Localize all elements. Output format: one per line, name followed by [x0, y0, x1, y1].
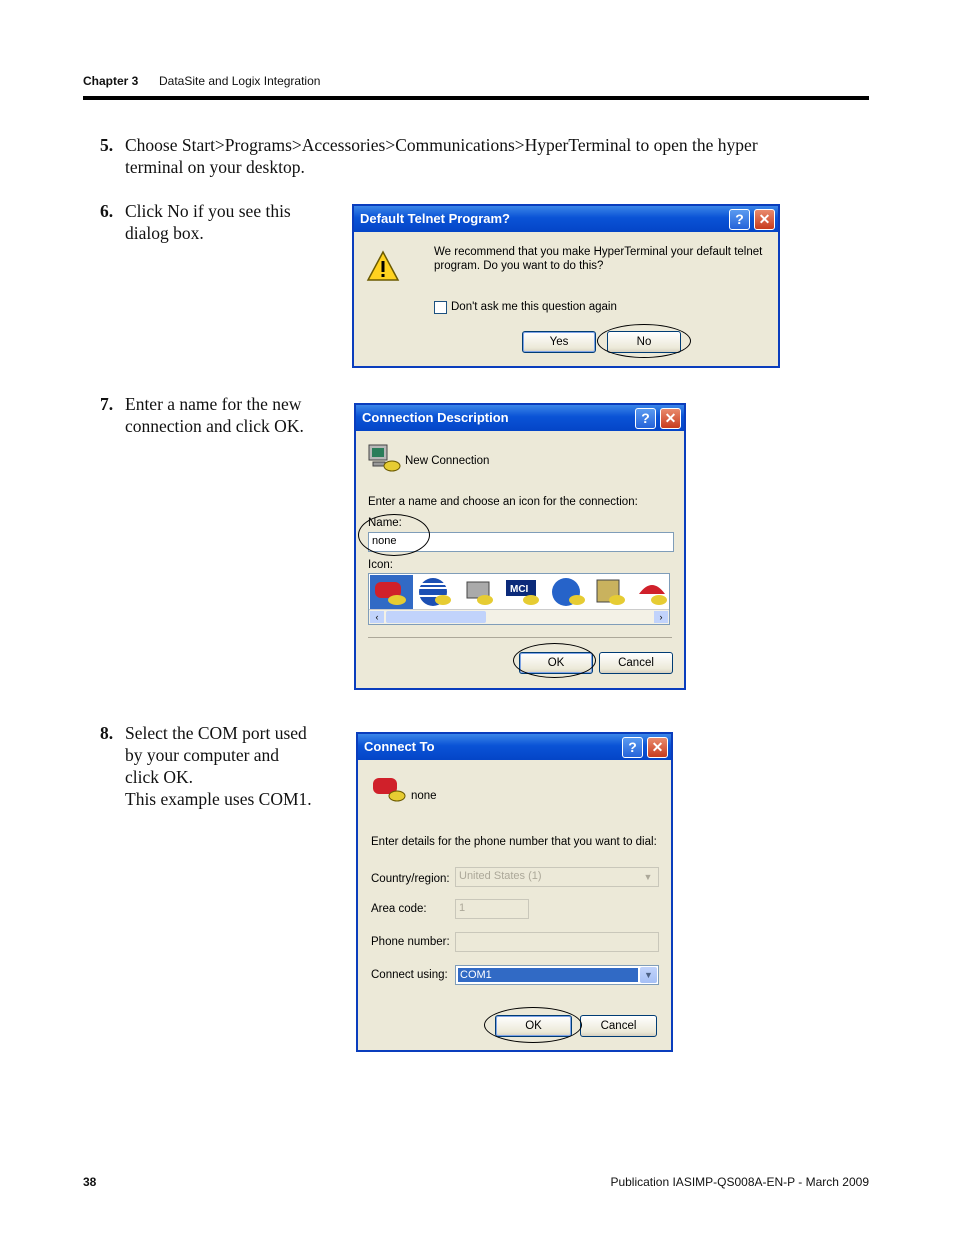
yes-button[interactable]: Yes [522, 331, 596, 353]
step-text-line: by your computer and [125, 745, 280, 765]
chapter-label: Chapter 3 [83, 74, 139, 88]
highlight-oval [484, 1007, 582, 1043]
step-text-line: terminal on your desktop. [125, 157, 305, 177]
name-label: Name: [368, 517, 402, 529]
connection-name: none [411, 790, 437, 802]
dialog-title: Connection Description [362, 410, 509, 425]
dialog-message-line: We recommend that you make HyperTerminal your default telnet [434, 246, 763, 258]
dialog-title: Default Telnet Program? [360, 211, 511, 226]
connection-prompt: Enter a name and choose an icon for the connection: [368, 496, 638, 508]
computer-phone-icon [367, 443, 401, 473]
phone-red-icon [375, 582, 406, 605]
help-icon[interactable]: ? [729, 209, 750, 230]
ok-button[interactable]: OK [495, 1015, 572, 1037]
step-text-line: connection and click OK. [125, 416, 304, 436]
step-text-line: click OK. [125, 767, 194, 787]
fax-icon [467, 582, 493, 605]
step-7 [100, 393, 304, 437]
connect-using-value: COM1 [458, 968, 638, 982]
step-text-line: Click No if you see this [125, 201, 291, 221]
highlight-oval [358, 514, 430, 556]
close-icon[interactable]: ✕ [754, 209, 775, 230]
dialog-divider [368, 637, 672, 638]
step-number: 7. [100, 394, 114, 414]
step-8 [100, 722, 312, 810]
page-number: 38 [83, 1175, 97, 1189]
area-code-input[interactable]: 1 [455, 899, 529, 919]
icon-scrollbar[interactable] [369, 609, 669, 624]
chapter-title: DataSite and Logix Integration [159, 74, 321, 88]
globe-icon [419, 578, 451, 606]
phone-red-icon [370, 772, 406, 804]
icon-list-icons [369, 576, 669, 608]
umbrella-icon [639, 585, 667, 605]
icon-list[interactable] [368, 573, 670, 625]
telnet-dialog [352, 204, 780, 368]
svg-text:MCI: MCI [510, 584, 529, 595]
dialog-title: Connect To [364, 739, 435, 754]
no-button[interactable]: No [607, 331, 681, 353]
help-icon[interactable]: ? [622, 737, 643, 758]
step-number: 6. [100, 201, 114, 221]
step-text-line: Choose Start>Programs>Accessories>Communications>HyperTerminal to open the hyper [125, 135, 758, 155]
close-icon[interactable]: ✕ [660, 408, 681, 429]
name-input[interactable]: none [368, 532, 674, 552]
notebook-icon [597, 580, 625, 605]
step-number: 8. [100, 723, 114, 743]
close-icon[interactable]: ✕ [647, 737, 668, 758]
area-code-label: Area code: [371, 903, 427, 915]
highlight-oval [597, 324, 691, 358]
step-text-line: Select the COM port used [125, 723, 307, 743]
publication-info: Publication IASIMP-QS008A-EN-P - March 2009 [610, 1175, 869, 1189]
step-number: 5. [100, 135, 114, 155]
dialog-message-line: program. Do you want to do this? [434, 260, 604, 272]
mci-icon [506, 580, 539, 605]
connect-using-select[interactable] [455, 965, 659, 985]
connection-heading: New Connection [405, 455, 490, 467]
ok-button[interactable]: OK [519, 652, 593, 674]
step-text-line: This example uses COM1. [125, 789, 312, 809]
warning-icon [366, 250, 400, 282]
cancel-button[interactable]: Cancel [599, 652, 673, 674]
icon-label: Icon: [368, 559, 393, 571]
checkbox-label: Don't ask me this question again [451, 301, 617, 313]
dialog-title-bar [354, 206, 778, 232]
chevron-down-icon[interactable]: ▼ [643, 872, 653, 882]
connect-to-dialog [356, 732, 673, 1052]
cancel-button[interactable]: Cancel [580, 1015, 657, 1037]
connect-using-label: Connect using: [371, 969, 448, 981]
country-value: United States (1) [459, 870, 542, 882]
scroll-left-icon[interactable]: ‹ [370, 611, 384, 623]
help-icon[interactable]: ? [635, 408, 656, 429]
ge-icon [552, 578, 585, 606]
step-5 [100, 134, 758, 178]
country-label: Country/region: [371, 873, 450, 885]
country-select[interactable] [455, 867, 659, 887]
step-text-line: Enter a name for the new [125, 394, 302, 414]
header-rule [83, 96, 869, 100]
connect-prompt: Enter details for the phone number that you want to dial: [371, 836, 657, 848]
dialog-title-bar [358, 734, 671, 760]
highlight-oval [513, 643, 596, 678]
step-6 [100, 200, 291, 244]
scroll-thumb[interactable] [386, 611, 486, 623]
dialog-title-bar [356, 405, 684, 431]
dont-ask-checkbox[interactable] [434, 301, 447, 314]
phone-number-label: Phone number: [371, 936, 450, 948]
scroll-right-icon[interactable]: › [654, 611, 668, 623]
step-text-line: dialog box. [125, 223, 204, 243]
chevron-down-icon[interactable]: ▼ [640, 967, 657, 983]
phone-number-input[interactable] [455, 932, 659, 952]
